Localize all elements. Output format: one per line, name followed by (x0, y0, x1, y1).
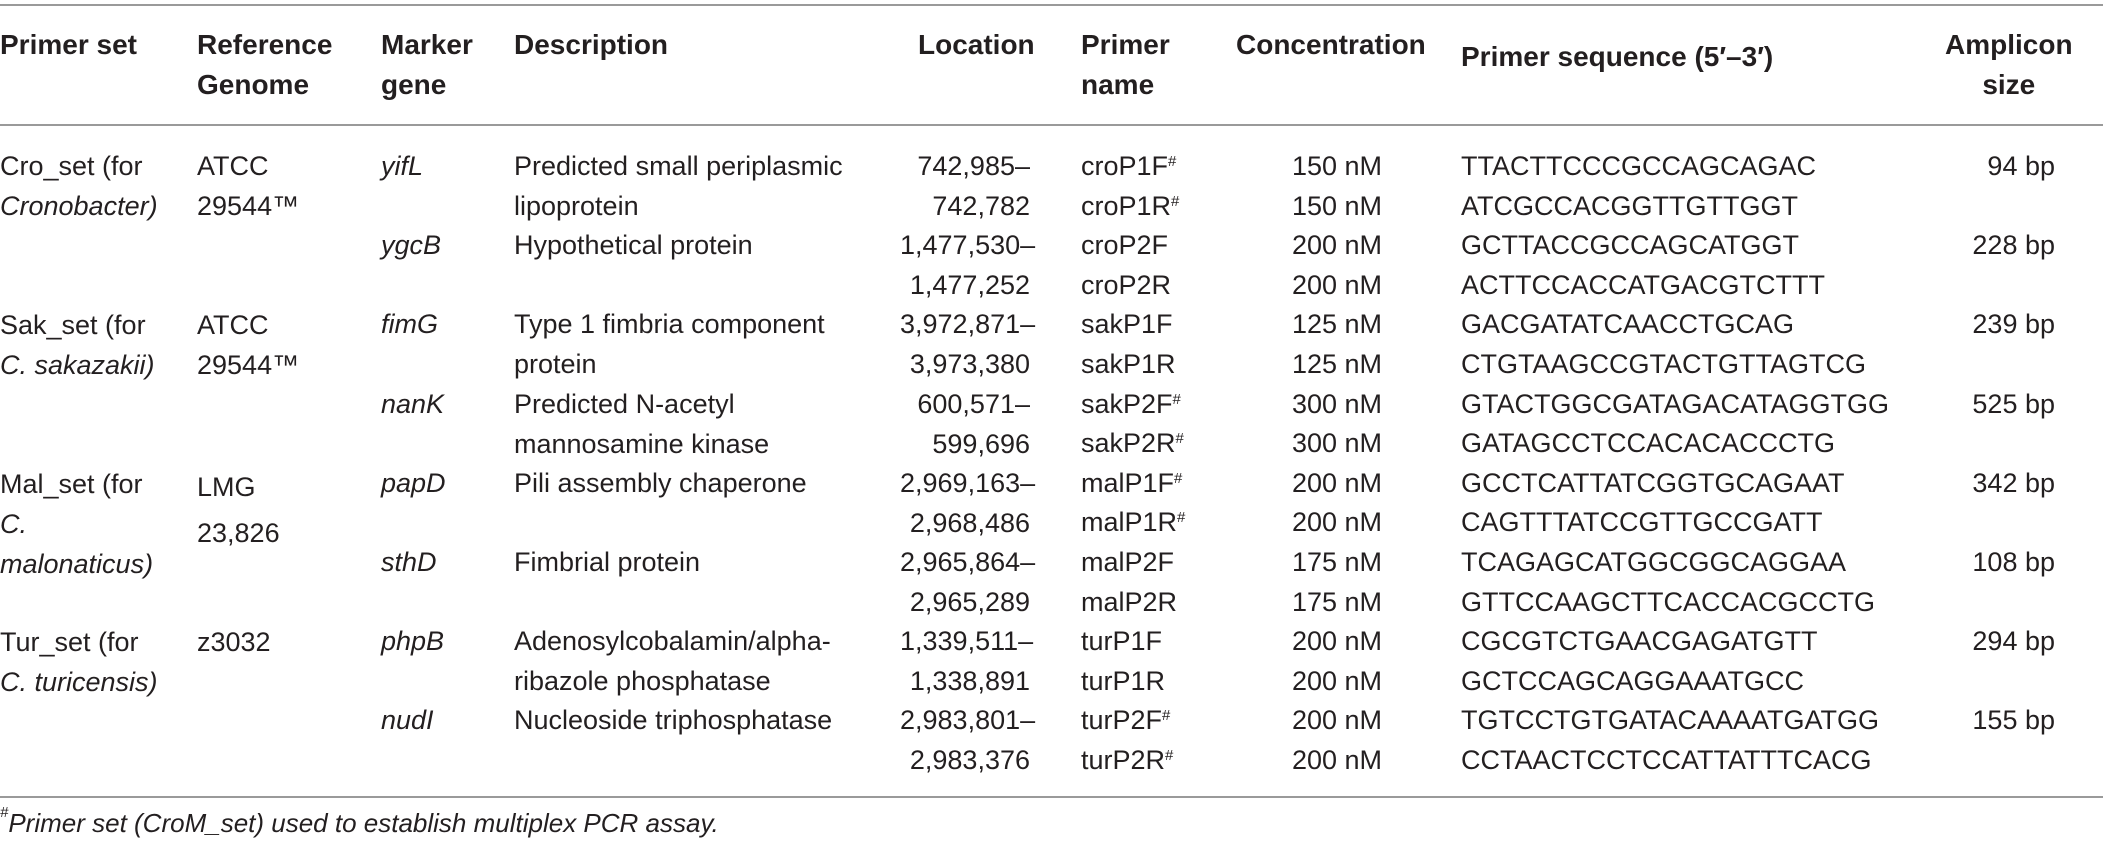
marker-gene: phpB (381, 626, 445, 657)
primer-sequence: GCCTCATTATCGGTGCAGAAT (1461, 467, 1845, 498)
primer-name: croP1F# (1081, 151, 1177, 181)
set-tur: Tur_set (for C. turicensis) (0, 627, 158, 697)
primer-sequence: CAGTTTATCCGTTGCCGATT (1461, 507, 1823, 538)
primer-sequence: GTTCCAAGCTTCACCACGCCTG (1461, 586, 1875, 617)
concentration: 175 nM (1291, 547, 1382, 577)
concentration: 200 nM (1291, 705, 1382, 736)
amplicon-size: 525 bp (1972, 388, 2055, 419)
multiplex-mark: # (1175, 430, 1184, 448)
location-cell: 600,571– 599,696 (917, 388, 1030, 459)
primer-name: malP1R# (1081, 507, 1186, 538)
marker-gene: fimG (381, 309, 438, 340)
description-cell: Predicted N-acetyl mannosamine kinase (514, 388, 770, 459)
header-description: Description (514, 29, 669, 60)
primer-name: croP2F (1081, 230, 1169, 261)
primer-sequence: TTACTTCCCGCCAGCAGAC (1461, 151, 1816, 181)
concentration: 125 nM (1291, 349, 1382, 379)
primer-name: turP2R# (1081, 745, 1174, 775)
amplicon-size: 94 bp (1987, 151, 2055, 181)
description-cell: Predicted small periplasmic lipoprotein (514, 151, 843, 221)
amplicon-size: 155 bp (1972, 705, 2055, 736)
marker-gene: nudI (381, 705, 434, 736)
multiplex-mark: # (1162, 707, 1171, 725)
description-cell: Type 1 fimbria component protein (514, 309, 825, 380)
description-cell: Pili assembly chaperone (514, 467, 807, 498)
primer-name: turP2F# (1081, 705, 1171, 736)
primer-name: malP2R (1081, 586, 1178, 617)
concentration: 200 nM (1291, 745, 1382, 775)
top-rule (0, 4, 2103, 6)
primer-name: sakP1R (1081, 349, 1176, 379)
location-cell: 3,972,871– 3,973,380 (900, 309, 1036, 380)
primer-sequence: GATAGCCTCCACACACCCTG (1461, 428, 1836, 459)
header-concentration: Concentration (1236, 29, 1426, 60)
description-cell: Adenosylcobalamin/alpha- ribazole phosphatase (514, 626, 831, 697)
amplicon-size: 108 bp (1972, 547, 2055, 577)
ref-sak: ATCC 29544™ (197, 310, 300, 380)
header-marker-gene: Marker gene (381, 29, 473, 100)
marker-gene: yifL (381, 151, 424, 181)
ref-tur: z3032 (197, 627, 271, 657)
location-cell: 2,965,864– 2,965,289 (900, 547, 1036, 617)
concentration: 200 nM (1291, 230, 1382, 261)
set-sak: Sak_set (for C. sakazakii) (0, 310, 155, 380)
primer-name: turP1F (1081, 626, 1163, 657)
description-cell: Fimbrial protein (514, 547, 701, 577)
concentration: 200 nM (1291, 626, 1382, 657)
header-primer-set: Primer set (0, 29, 137, 60)
description-cell: Hypothetical protein (514, 230, 753, 261)
primer-name: sakP2R# (1081, 428, 1184, 459)
bottom-rule (0, 796, 2103, 798)
location-cell: 1,339,511– 1,338,891 (900, 626, 1034, 697)
concentration: 150 nM (1291, 151, 1382, 181)
set-mal: Mal_set (for C. malonaticus) (0, 469, 154, 579)
primer-name: malP1F# (1081, 467, 1183, 498)
amplicon-size: 342 bp (1972, 467, 2055, 498)
header-rule (0, 124, 2103, 126)
amplicon-size: 294 bp (1972, 626, 2055, 657)
primer-sequence: ACTTCCACCATGACGTCTTT (1461, 269, 1825, 300)
marker-gene: ygcB (381, 230, 442, 261)
primer-sequence: GCTTACCGCCAGCATGGT (1461, 230, 1799, 261)
multiplex-mark: # (1171, 192, 1180, 210)
concentration: 175 nM (1291, 586, 1382, 617)
set-cro: Cro_set (for Cronobacter) (0, 151, 158, 221)
ref-mal: LMG 23,826 (197, 472, 280, 548)
ref-cro: ATCC 29544™ (197, 151, 300, 221)
primer-sequence: TGTCCTGTGATACAAAATGATGG (1461, 705, 1879, 736)
marker-gene: sthD (381, 547, 437, 577)
primer-sequence: GACGATATCAACCTGCAG (1461, 309, 1795, 340)
header-primer-name: Primer name (1081, 29, 1170, 100)
concentration: 200 nM (1291, 507, 1382, 538)
marker-gene: nanK (381, 388, 445, 419)
primer-name: malP2F (1081, 547, 1175, 577)
header-primer-sequence: Primer sequence (5′–3′) (1461, 41, 1774, 72)
header-location: Location (918, 29, 1035, 60)
description-cell: Nucleoside triphosphatase (514, 705, 833, 736)
primer-name: sakP2F# (1081, 388, 1181, 419)
primer-sequence: CTGTAAGCCGTACTGTTAGTCG (1461, 349, 1866, 379)
multiplex-mark: # (1172, 390, 1181, 408)
concentration: 200 nM (1291, 467, 1382, 498)
concentration: 300 nM (1291, 388, 1382, 419)
multiplex-mark: # (1168, 153, 1177, 170)
concentration: 200 nM (1291, 665, 1382, 696)
primer-sequence: CGCGTCTGAACGAGATGTT (1461, 626, 1818, 657)
table-footnote: #Primer set (CroM_set) used to establish multiplex PCR assay. (0, 804, 719, 838)
header-reference-genome: Reference Genome (197, 29, 333, 100)
primer-name: turP1R (1081, 665, 1166, 696)
location-cell: 2,969,163– 2,968,486 (900, 467, 1036, 538)
header-amplicon-size: Amplicon size (1945, 29, 2073, 100)
concentration: 200 nM (1291, 269, 1382, 300)
concentration: 300 nM (1291, 428, 1382, 459)
primer-name: croP2R (1081, 269, 1172, 300)
multiplex-mark: # (1165, 747, 1174, 764)
multiplex-mark: # (1177, 509, 1186, 527)
location-cell: 1,477,530– 1,477,252 (900, 230, 1036, 301)
primer-name: croP1R# (1081, 190, 1180, 221)
concentration: 150 nM (1291, 190, 1382, 221)
marker-gene: papD (381, 467, 446, 498)
amplicon-size: 239 bp (1972, 309, 2055, 340)
primer-sequence: CCTAACTCCTCCATTATTTCACG (1461, 745, 1872, 775)
primer-sequence: GCTCCAGCAGGAAATGCC (1461, 665, 1805, 696)
primer-sequence: TCAGAGCATGGCGGCAGGAA (1461, 547, 1847, 577)
multiplex-mark: # (1174, 469, 1183, 487)
location-cell: 2,983,801– 2,983,376 (900, 705, 1036, 776)
primer-sequence: GTACTGGCGATAGACATAGGTGG (1461, 388, 1890, 419)
amplicon-size: 228 bp (1972, 230, 2055, 261)
location-cell: 742,985– 742,782 (917, 151, 1030, 221)
concentration: 125 nM (1291, 309, 1382, 340)
primer-sequence: ATCGCCACGGTTGTTGGT (1461, 190, 1798, 221)
primer-name: sakP1F (1081, 309, 1173, 340)
